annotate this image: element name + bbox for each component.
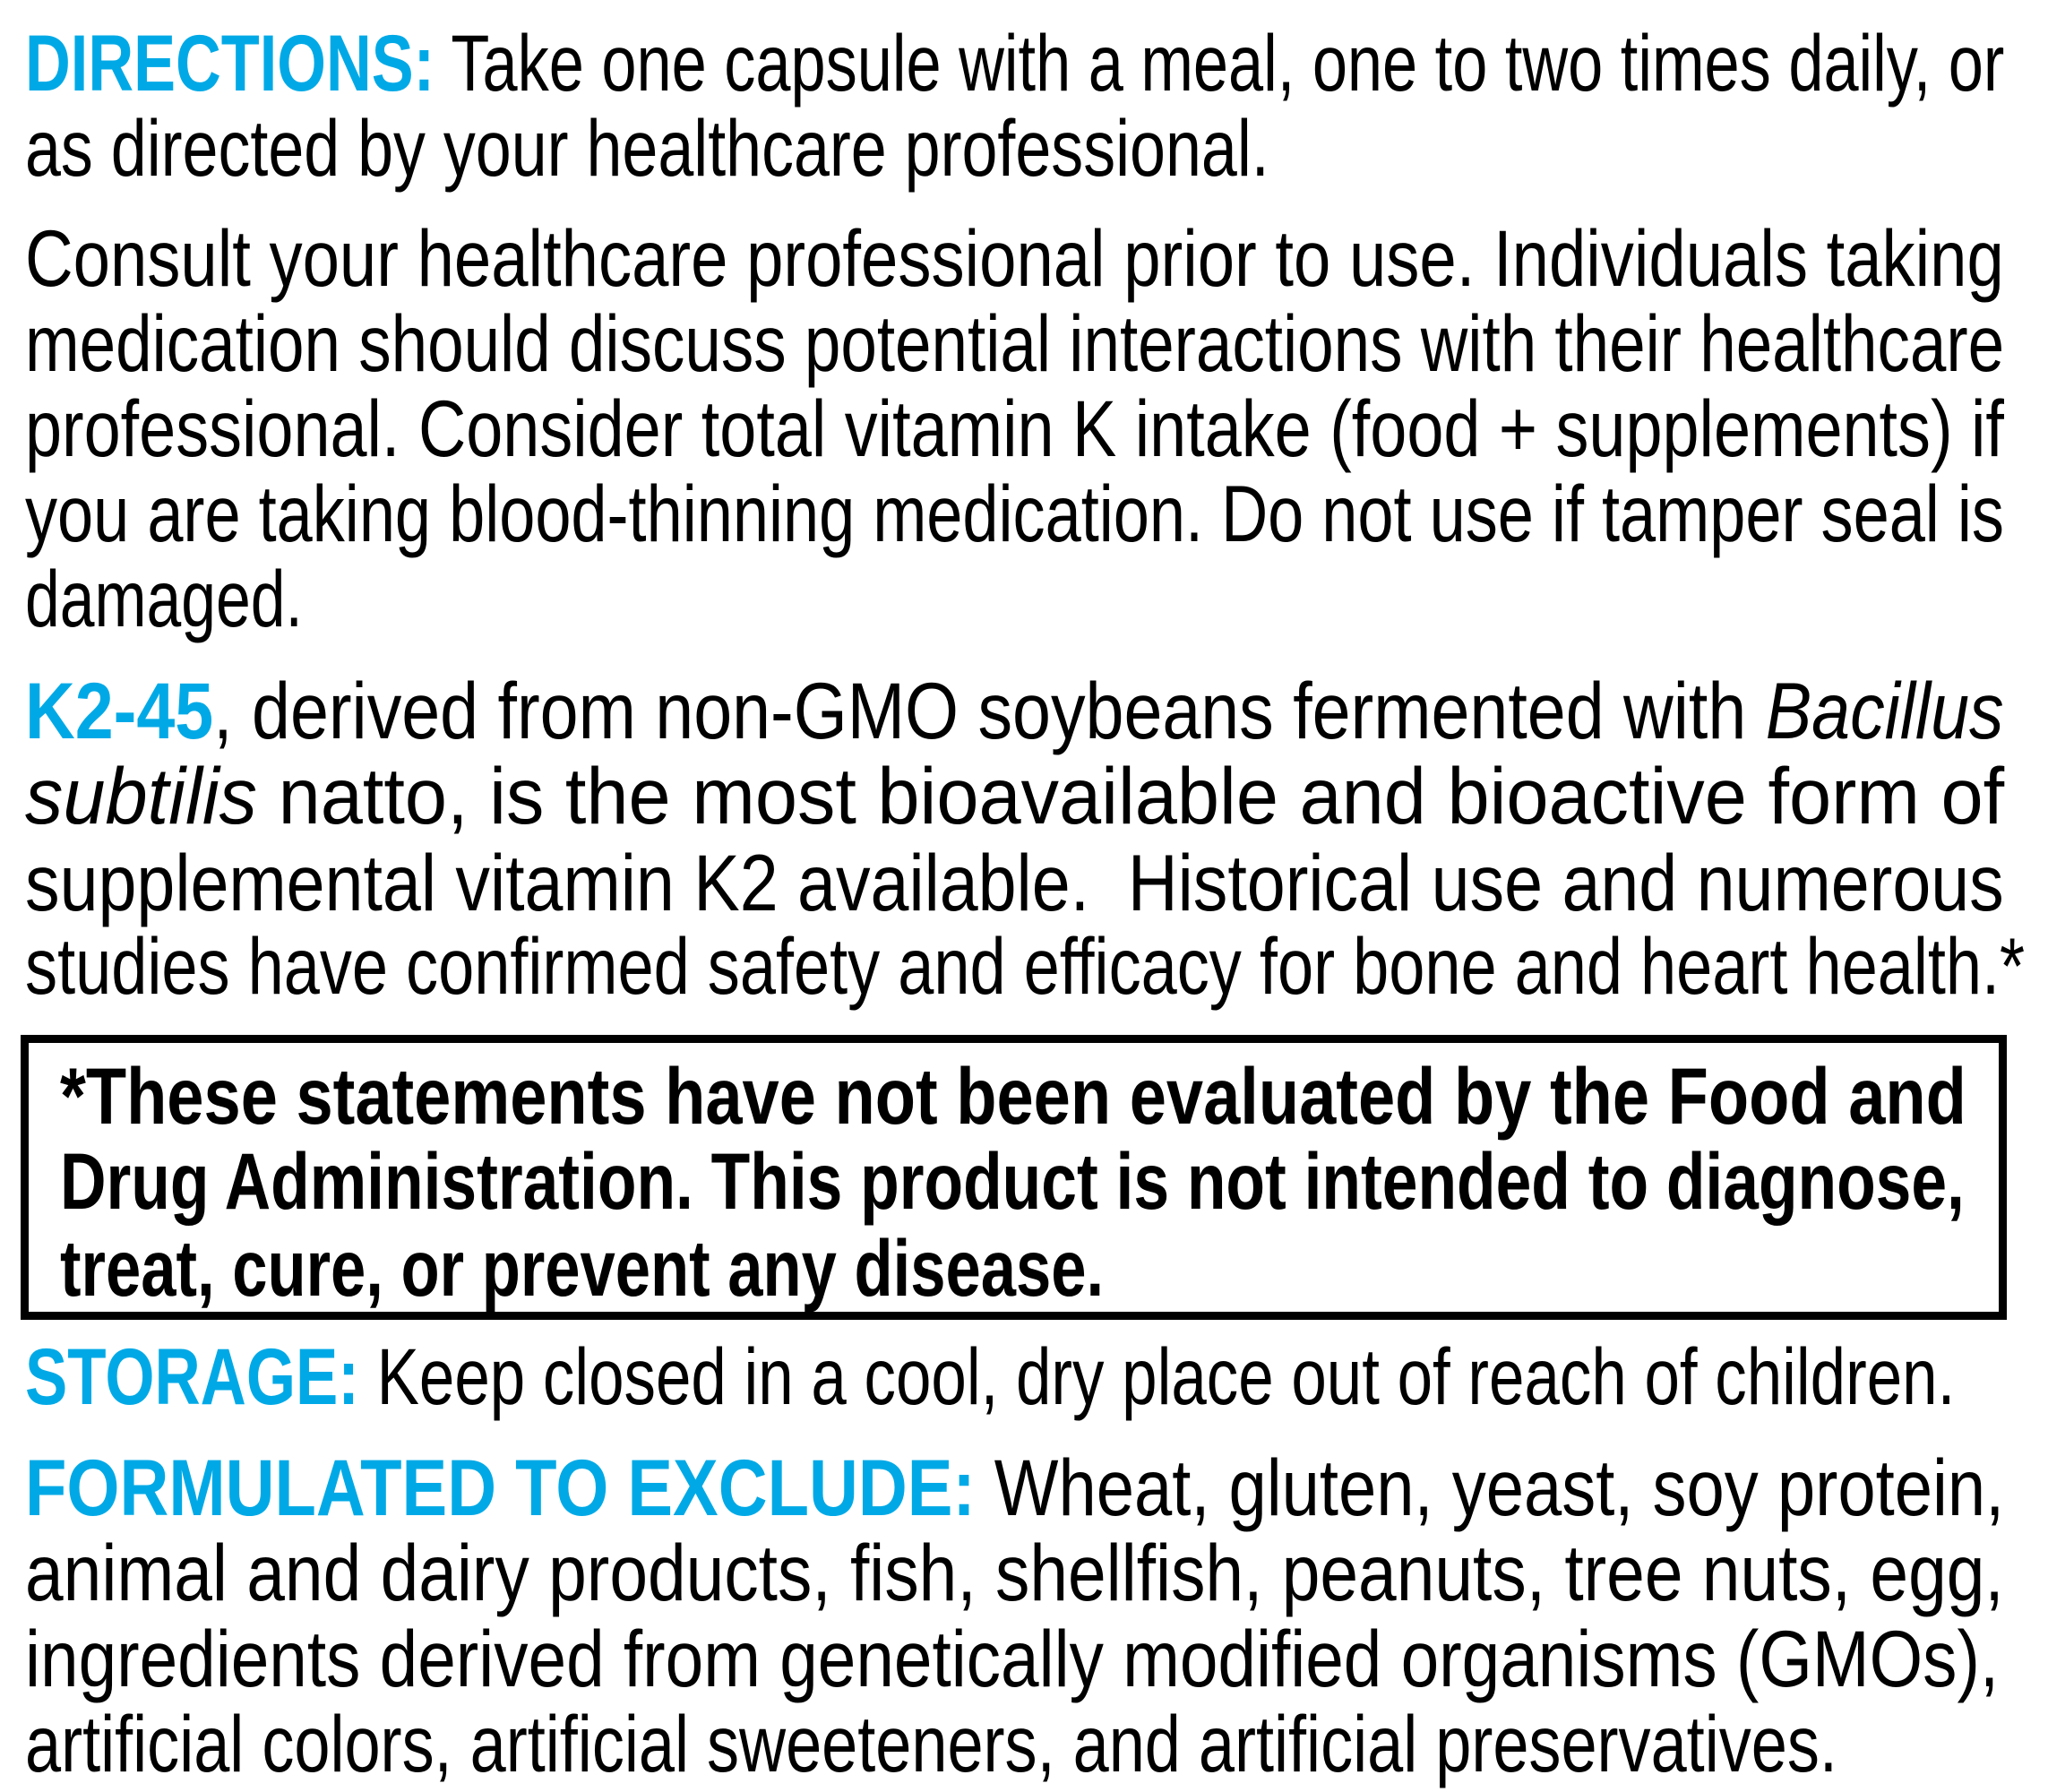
exclusions-text: ingredients derived from genetically modified organisms (GMOs),	[25, 1613, 2000, 1703]
directions-text: Take one capsule with a meal, one to two times daily, or	[435, 17, 2005, 108]
disclaimer-line-3	[60, 1222, 1105, 1313]
exclusions-text: Wheat, gluten, yeast, soy protein,	[975, 1442, 2005, 1532]
directions-label: DIRECTIONS:	[25, 17, 435, 108]
caution-line-1	[25, 212, 2004, 303]
description-text: , derived from non-GMO soybeans fermented with	[213, 665, 1766, 755]
description-line-3	[25, 837, 2004, 927]
exclusions-line-3	[25, 1613, 2000, 1703]
description-line-4	[25, 920, 2026, 1011]
directions-text: as directed by your healthcare professional.	[25, 102, 1269, 193]
disclaimer-line-2	[60, 1135, 1965, 1226]
exclusions-text: animal and dairy products, fish, shellfish, peanuts, tree nuts, egg,	[25, 1527, 2004, 1617]
caution-text: Consult your healthcare professional prior to use. Individuals taking	[25, 212, 2004, 303]
storage-text: Keep closed in a cool, dry place out of reach of children.	[358, 1331, 1956, 1421]
disclaimer-text: treat, cure, or prevent any disease.	[60, 1222, 1105, 1313]
storage-line	[25, 1331, 1956, 1421]
caution-text: you are taking blood-thinning medication. Do not use if tamper seal is	[25, 468, 2004, 558]
storage-label: STORAGE:	[25, 1331, 359, 1421]
description-line-2	[25, 750, 2005, 840]
description-line-1	[25, 665, 2004, 755]
disclaimer-text: Drug Administration. This product is not intended to diagnose,	[60, 1135, 1965, 1226]
exclusions-line-4	[25, 1698, 1837, 1788]
caution-line-3	[25, 383, 2004, 473]
description-italic: Bacillus	[1765, 665, 2004, 755]
directions-line-2	[25, 102, 1269, 193]
exclusions-line-2	[25, 1527, 2004, 1617]
description-italic: subtilis	[25, 750, 258, 840]
exclusions-line-1	[25, 1442, 2005, 1532]
exclusions-label: FORMULATED TO EXCLUDE:	[25, 1442, 976, 1532]
description-text: studies have confirmed safety and efficacy for bone and heart health.*	[25, 920, 2026, 1011]
caution-line-5	[25, 553, 303, 643]
directions-line-1	[25, 17, 2005, 108]
description-text: natto, is the most bioavailable and bioactive form of	[257, 750, 2005, 840]
disclaimer-line-1	[60, 1050, 1966, 1141]
caution-text: medication should discuss potential interactions with their healthcare	[25, 297, 2005, 388]
caution-text: professional. Consider total vitamin K intake (food + supplements) if	[25, 383, 2004, 473]
product-name: K2-45	[25, 665, 214, 755]
caution-text: damaged.	[25, 553, 303, 643]
disclaimer-text: *These statements have not been evaluated by the Food and	[60, 1050, 1966, 1141]
caution-line-4	[25, 468, 2004, 558]
caution-line-2	[25, 297, 2005, 388]
exclusions-text: artificial colors, artificial sweeteners, and artificial preservatives.	[25, 1698, 1837, 1788]
description-text: supplemental vitamin K2 available. Historical use and numerous	[25, 837, 2004, 927]
